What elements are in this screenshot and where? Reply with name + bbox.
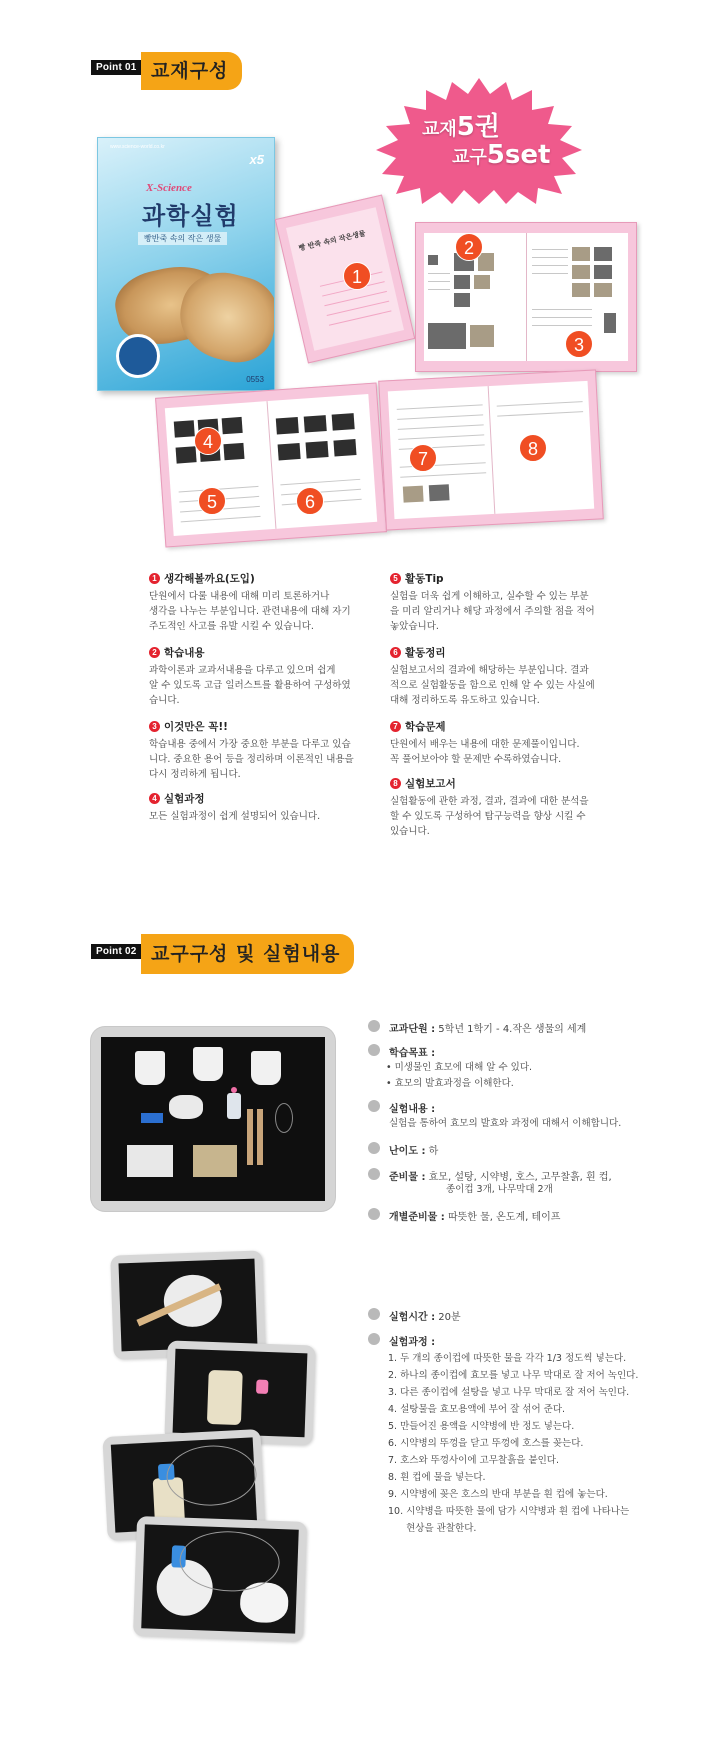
wooden-stick [257,1109,263,1165]
badge-3: 3 [565,330,593,358]
desc-item-body: 모든 실험과정이 쉽게 설명되어 있습니다. [149,811,321,822]
hose [275,1103,293,1133]
desc-item-body: 단원에서 다룰 내용에 대해 미리 토론하거나 생각을 나누는 부분입니다. 관련내용에 대해 자기 주도적인 사고를 유발 시킬 수 있습니다. [149,591,351,632]
cover-title: 과학실험 [142,202,239,230]
materials-value-2: 종이컵 3개, 나무막대 2개 [446,1184,553,1195]
bottle-cap [256,1380,268,1394]
bullet-icon [368,1208,380,1220]
info-materials: 준비물 : 효모, 설탕, 시약병, 호스, 고무찰흙, 흰 컵, [368,1168,612,1183]
goal-line: • 효모의 발효과정을 이해한다. [386,1078,514,1089]
process-step: 10. 시약병을 따뜻한 물에 담가 시약병과 흰 컵에 나타나는 [388,1506,630,1517]
reagent-bottle [207,1370,243,1425]
number-dot: 3 [149,721,160,732]
info-unit: 교과단원 : 5학년 1학기 - 4.작은 생물의 세계 [368,1020,586,1035]
white-cup [169,1095,203,1119]
desc-item-2 [149,645,381,708]
process-step: 7. 호스와 뚜껑사이에 고무찰흙을 붙인다. [388,1455,559,1466]
desc-item-body: 과학이론과 교과서내용을 다루고 있으며 쉽게 알 수 있도록 고급 일러스트를 활용하여 구성하였 습니다. [149,665,351,706]
process-step: 9. 시약병에 꽂은 호스의 반대 부분을 흰 컵에 놓는다. [388,1489,608,1500]
section2-point-tag: Point 02 [91,944,142,959]
kit-photo [91,1027,335,1211]
number-dot: 4 [149,793,160,804]
bullet-icon [368,1100,380,1112]
desc-item-8 [390,776,622,839]
badge-7: 7 [409,444,437,472]
paper-cup [135,1051,165,1085]
kit-count-starburst [372,76,586,206]
badge-6: 6 [296,487,324,515]
badge-5: 5 [198,487,226,515]
burst-line-1: 교재5권 [422,112,500,142]
desc-item-body: 실험을 더욱 쉽게 이해하고, 실수할 수 있는 부분 을 미리 알리거나 해당 과정에서 주의할 점을 적어 놓았습니다. [390,591,595,632]
desc-item-3 [149,719,381,782]
desc-item-6 [390,645,622,708]
badge-1: 1 [343,262,371,290]
cover-code: 0553 [246,375,264,384]
bullet-icon [368,1142,380,1154]
section1-point-tag: Point 01 [91,60,142,75]
process-step: 2. 하나의 종이컵에 효모를 넣고 나무 막대로 잘 저어 녹인다. [388,1370,639,1381]
section1-title: 교재구성 [141,52,242,90]
bullet-icon [368,1044,380,1056]
process-step: 4. 설탕물을 효모용액에 부어 잘 섞어 준다. [388,1404,566,1415]
bullet-icon [368,1020,380,1032]
bottle-cap [231,1087,237,1093]
info-content: 실험내용 : [368,1100,435,1115]
desc-item-title: 활동정리 [405,647,446,659]
number-dot: 5 [390,573,401,584]
info-goal: 학습목표 : [368,1044,435,1059]
content-value: 실험을 통하여 효모의 발효와 과정에 대해서 이해합니다. [389,1118,622,1129]
number-dot: 2 [149,647,160,658]
cover-url: www.science-world.co.kr [110,144,165,150]
bullet-icon [368,1308,380,1320]
desc-item-title: 활동Tip [405,573,444,585]
burst-line-2: 교구5set [452,140,551,170]
desc-item-body: 실험활동에 관한 과정, 결과, 결과에 대한 분석을 할 수 있도록 구성하여 탐구능력을 향상 시킬 수 있습니다. [390,796,589,837]
experiment-info [368,1020,708,1223]
desc-item-body: 단원에서 배우는 내용에 대한 문제풀이입니다. 꼭 풀어보아야 할 문제만 수록하였습니다. [390,739,580,765]
process-step: 1. 두 개의 종이컵에 따뜻한 물을 각각 1/3 정도씩 넣는다. [388,1353,627,1364]
sample-spread-4-5-6 [155,382,387,547]
process-step: 5. 만들어진 용액을 시약병에 반 정도 넣는다. [388,1421,575,1432]
desc-item-body: 학습내용 중에서 가장 중요한 부분을 다루고 있습 니다. 중요한 용어 등을 정리하며 이론적인 내용을 다시 정리하게 됩니다. [149,739,354,780]
cover-subtitle: 빵반죽 속의 작은 생물 [138,232,227,245]
number-dot: 6 [390,647,401,658]
process-step: 6. 시약병의 뚜껑을 닫고 뚜껑에 호스를 꽂는다. [388,1438,584,1449]
process-step: 8. 흰 컵에 물을 넣는다. [388,1472,486,1483]
process-step: 3. 다른 종이컵에 설탕을 넣고 나무 막대로 잘 저어 녹인다. [388,1387,630,1398]
page1-title: 빵 반죽 속의 작은생물 [298,229,367,253]
cover-emblem [116,334,160,378]
desc-item-title: 실험보고서 [405,778,456,790]
section2-title: 교구구성 및 실험내용 [141,934,354,974]
desc-item-title: 생각해볼까요(도입) [164,573,255,585]
process-step: 현상을 관찰한다. [388,1523,477,1534]
info-time: 실험시간 : 20분 [368,1308,461,1323]
desc-item-title: 실험과정 [164,793,205,805]
info-process: 실험과정 : [368,1333,435,1348]
process-photo-4 [133,1516,307,1642]
badge-2: 2 [455,233,483,261]
desc-item-title: 학습문제 [405,721,446,733]
desc-item-7 [390,719,622,767]
desc-item-title: 학습내용 [164,647,205,659]
paper-cup [251,1051,281,1085]
reagent-bottle [227,1093,241,1119]
badge-8: 8 [519,434,547,462]
desc-item-body: 실험보고서의 결과에 해당하는 부분입니다. 결과 적으로 실험활동을 함으로 인해 알 수 있는 사실에 대해 정리하도록 유도하고 있습니다. [390,665,595,706]
goal-line: • 미생물인 효모에 대해 알 수 있다. [386,1062,533,1073]
sugar-pack [127,1145,173,1177]
info-extra: 개별준비물 : 따뜻한 물, 온도계, 테이프 [368,1208,560,1223]
cover-series-logo: x5 [249,152,264,167]
textbook-cover [97,137,275,391]
yeast-pack [193,1145,237,1177]
bullet-icon [368,1333,380,1345]
number-dot: 1 [149,573,160,584]
number-dot: 8 [390,778,401,789]
paper-cup [193,1047,223,1081]
sample-spread-2-3 [415,222,637,372]
clay-block [141,1113,163,1123]
bullet-icon [368,1168,380,1180]
number-dot: 7 [390,721,401,732]
desc-item-title: 이것만은 꼭!! [164,721,228,733]
cover-subtitle-en: X-Science [146,182,192,194]
wooden-stick [247,1109,253,1165]
desc-item-1 [149,571,381,634]
desc-item-4 [149,791,381,824]
badge-4: 4 [194,427,222,455]
info-difficulty: 난이도 : 하 [368,1142,438,1157]
desc-item-5 [390,571,622,634]
